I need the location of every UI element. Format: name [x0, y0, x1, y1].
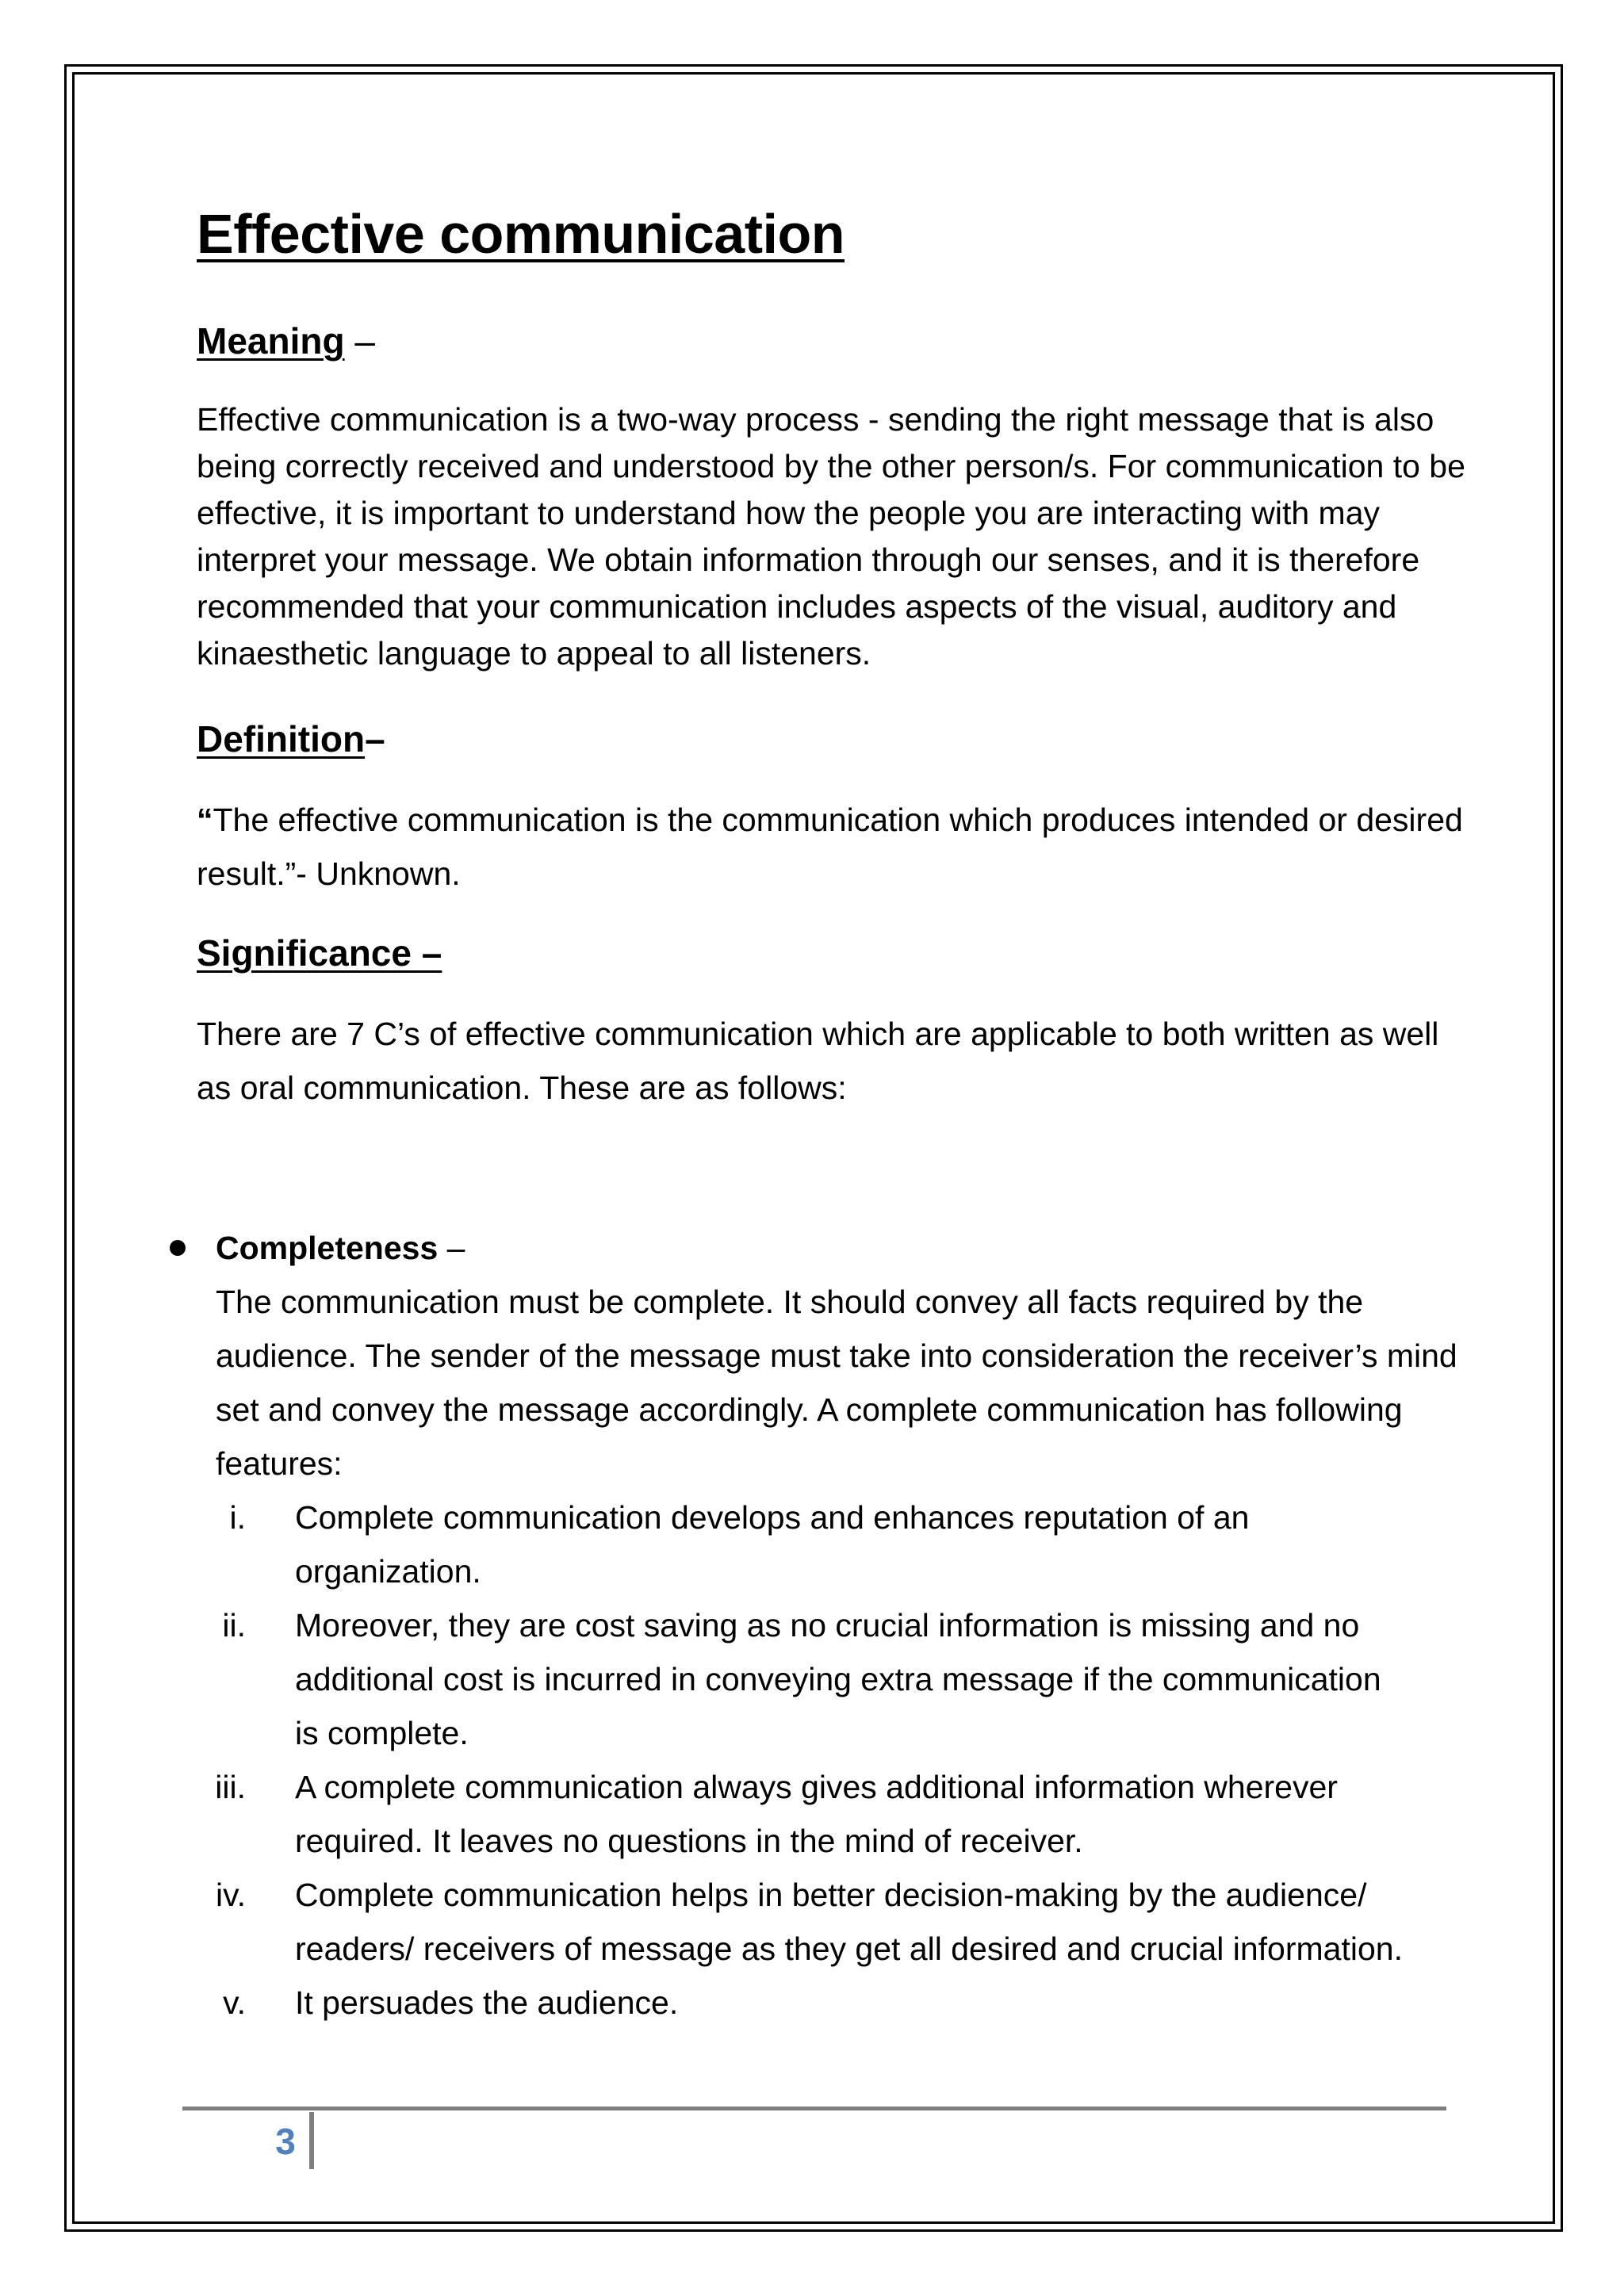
heading-meaning-dash: – [344, 320, 375, 362]
heading-meaning [197, 317, 1465, 365]
significance-paragraph: There are 7 C’s of effective communication which are applicable to both written as well as oral communication. These are as follows: [197, 1016, 1439, 1106]
bullet-text: The communication must be complete. It should convey all facts required by the audience. The sender of the message must take into consideration the receiver’s mind set and convey the message accordingly. A complete communication has following features: [216, 1284, 1457, 1482]
list-item-number: v. [223, 1984, 246, 2021]
list-item-number: iii. [215, 1769, 246, 1805]
document-content [197, 198, 1465, 1115]
list-item [167, 1868, 1413, 1976]
bullet-title-dash: – [438, 1230, 465, 1266]
definition-paragraph [197, 793, 1465, 901]
page-title: Effective communication [197, 203, 845, 265]
list-item-number: iv. [216, 1877, 246, 1913]
list-item [167, 1976, 1413, 2030]
bullet-heading [216, 1221, 1483, 1275]
bullet-icon [170, 1240, 186, 1256]
list-item [167, 1598, 1413, 1760]
heading-definition-label: Definition [197, 718, 366, 760]
list-item-text: Moreover, they are cost saving as no crucial information is missing and no additional cost is incurred in conveying extra message if the communication is complete. [295, 1607, 1381, 1751]
list-item-text: Complete communication helps in better decision-making by the audience/ readers/ receivers of message as they get all desired and crucial information. [295, 1877, 1403, 1967]
bullet-list [167, 1221, 1483, 2030]
definition-quote-mark: “ [197, 802, 213, 838]
roman-list [167, 1490, 1483, 2030]
footer-rule [182, 2107, 1446, 2110]
list-item-number: i. [229, 1499, 246, 1536]
heading-significance [197, 929, 1465, 977]
heading-meaning-label: Meaning [197, 320, 345, 362]
list-item-completeness [167, 1221, 1483, 2030]
page-number: 3 [275, 2121, 296, 2162]
list-item-text: A complete communication always gives additional information wherever required. It leaves no questions in the mind of receiver. [295, 1769, 1338, 1859]
list-item [167, 1760, 1413, 1868]
footer-divider [309, 2112, 314, 2169]
bullet-title: Completeness [216, 1230, 439, 1266]
heading-significance-label: Significance – [197, 932, 442, 974]
heading-definition-dash: – [365, 718, 385, 760]
list-item-text: It persuades the audience. [295, 1984, 679, 2021]
heading-definition [197, 715, 1465, 763]
meaning-paragraph: Effective communication is a two-way process - sending the right message that is also being correctly received and understood by the other person/s. For communication to be effective, it is important to understand how the people you are interacting with may interpret your message. We obtain information through our senses, and it is therefore recommended that your communication includes aspects of the visual, auditory and kinaesthetic language to appeal to all listeners. [197, 401, 1465, 672]
list-item [167, 1490, 1413, 1598]
list-item-text: Complete communication develops and enhances reputation of an organization. [295, 1499, 1250, 1590]
list-item-number: ii. [222, 1607, 246, 1644]
definition-text: The effective communication is the communication which produces intended or desired result.”- Unknown. [197, 802, 1463, 892]
